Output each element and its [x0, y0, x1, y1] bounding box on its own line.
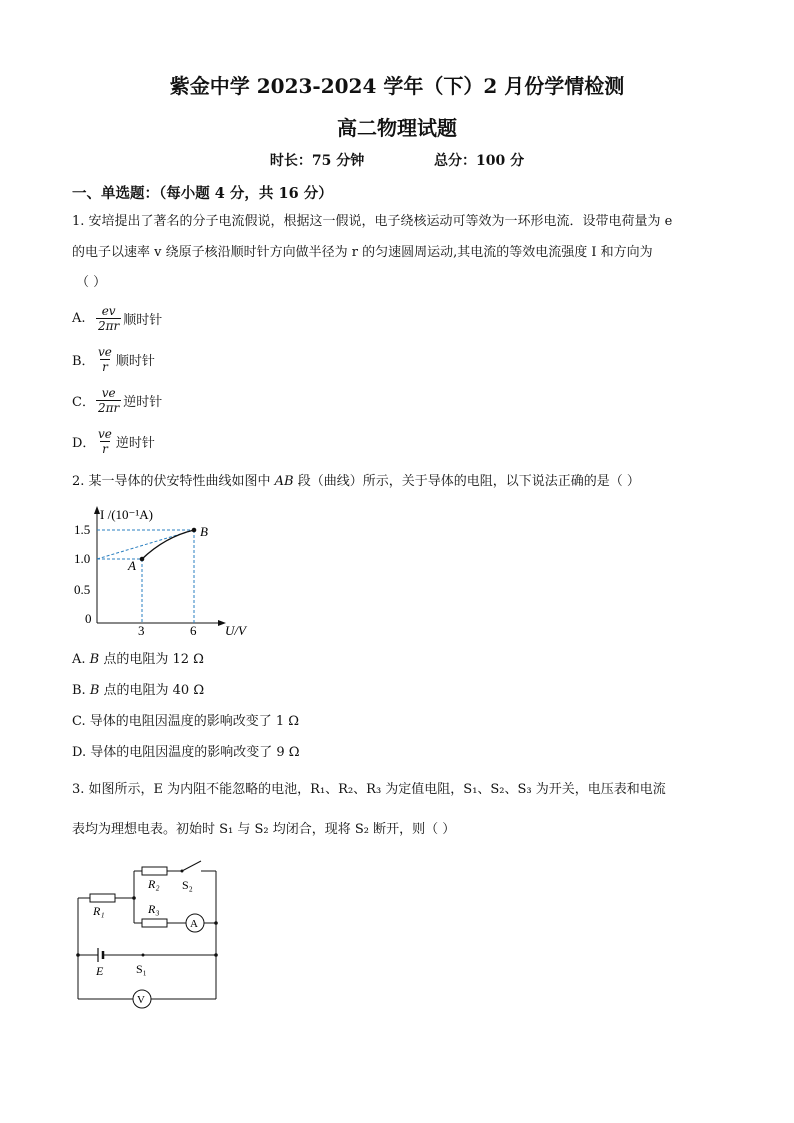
exam-duration: 时长：75 分钟	[269, 153, 365, 169]
label-b: B	[200, 524, 208, 539]
resistor-r3	[142, 919, 167, 927]
x-tick-label: 6	[190, 623, 197, 638]
q1-stem-line3: （ ）	[76, 275, 107, 290]
label-r1: R₁	[93, 904, 105, 918]
y-tick-label: 1.0	[74, 551, 91, 566]
exam-meta	[0, 150, 794, 170]
fraction: $\frac{ve}{r}$	[98, 345, 112, 374]
option-text: 顺时针	[123, 313, 163, 328]
option-text: 逆时针	[115, 436, 155, 451]
fraction: $\frac{ve}{r}$	[98, 427, 112, 456]
resistor-r2	[142, 867, 167, 875]
page-subtitle: 高二物理试题	[337, 116, 457, 140]
fraction: $\frac{ev}{2\pi r}$	[98, 304, 120, 333]
q3-stem-line2: 表均为理想电表。初始时 S₁ 与 S₂ 均闭合，现将 S₂ 断开，则（ ）	[72, 822, 456, 837]
option-label: A.	[72, 311, 86, 326]
switch-s2	[182, 861, 201, 871]
point-b	[192, 528, 197, 533]
fraction: $\frac{ve}{2\pi r}$	[98, 386, 120, 415]
junction	[214, 921, 218, 925]
junction	[76, 953, 80, 957]
junction	[214, 953, 218, 957]
q3-stem-line1: 3. 如图所示，E 为内阻不能忽略的电池，R₁、R₂、R₃ 为定值电阻，S₁、S₂、S₃ 为开关，电压表和电流	[72, 782, 666, 797]
q2-option-b[interactable]: B. B 点的电阻为 40 Ω	[72, 683, 205, 698]
q2-option-d[interactable]: D. 导体的电阻因温度的影响改变了 9 Ω	[72, 745, 300, 760]
q2-stem: 2. 某一导体的伏安特性曲线如图中 AB 段（曲线）所示，关于导体的电阻，以下说法正确的是（ ）	[72, 474, 640, 489]
label-r3: R₃	[148, 902, 160, 916]
y-axis-label: I /(10⁻¹A)	[100, 507, 153, 522]
junction	[132, 896, 136, 900]
q1-option-d[interactable]	[72, 427, 155, 456]
q2-option-c[interactable]: C. 导体的电阻因温度的影响改变了 1 Ω	[72, 714, 300, 729]
x-axis-label: U/V	[225, 623, 246, 638]
option-text: 逆时针	[123, 395, 163, 410]
iu-graph	[70, 503, 260, 638]
label-s1: S₁	[136, 962, 147, 976]
label-s2: S₂	[182, 878, 193, 892]
resistor-r1	[90, 894, 115, 902]
y-tick-label: 0	[85, 611, 92, 626]
label-e: E	[96, 964, 104, 978]
x-tick-label: 3	[138, 623, 145, 638]
q2-option-a[interactable]: A. B 点的电阻为 12 Ω	[72, 652, 204, 667]
y-tick-label: 0.5	[74, 582, 91, 597]
option-label: C．	[72, 395, 95, 410]
voltmeter-label: V	[137, 994, 145, 1006]
q1-option-c[interactable]	[72, 386, 162, 415]
page-title: 紫金中学 2023-2024 学年（下）2 月份学情检测	[169, 74, 625, 98]
point-a	[140, 557, 145, 562]
switch-contact	[142, 954, 145, 957]
option-label: B．	[72, 354, 95, 369]
option-label: D．	[72, 436, 96, 451]
q1-option-a[interactable]	[72, 304, 162, 333]
q1-stem-line1: 1. 安培提出了著名的分子电流假说，根据这一假说，电子绕核运动可等效为一环形电流．设带电荷量为 e	[72, 214, 673, 229]
label-r2: R₂	[148, 877, 160, 891]
circuit-diagram	[70, 855, 230, 1010]
curve-ab	[142, 530, 194, 559]
section-heading: 一、单选题：（每小题 4 分，共 16 分）	[72, 185, 333, 202]
switch-contact	[181, 870, 184, 873]
y-tick-label: 1.5	[74, 522, 91, 537]
ammeter-label: A	[190, 918, 198, 930]
label-a: A	[128, 558, 136, 573]
exam-total-score: 总分：100 分	[434, 153, 525, 169]
q1-stem-line2: 的电子以速率 v 绕原子核沿顺时针方向做半径为 r 的匀速圆周运动,其电流的等效电流强度 I 和方向为	[72, 245, 653, 260]
option-text: 顺时针	[115, 354, 155, 369]
q1-option-b[interactable]	[72, 345, 155, 374]
